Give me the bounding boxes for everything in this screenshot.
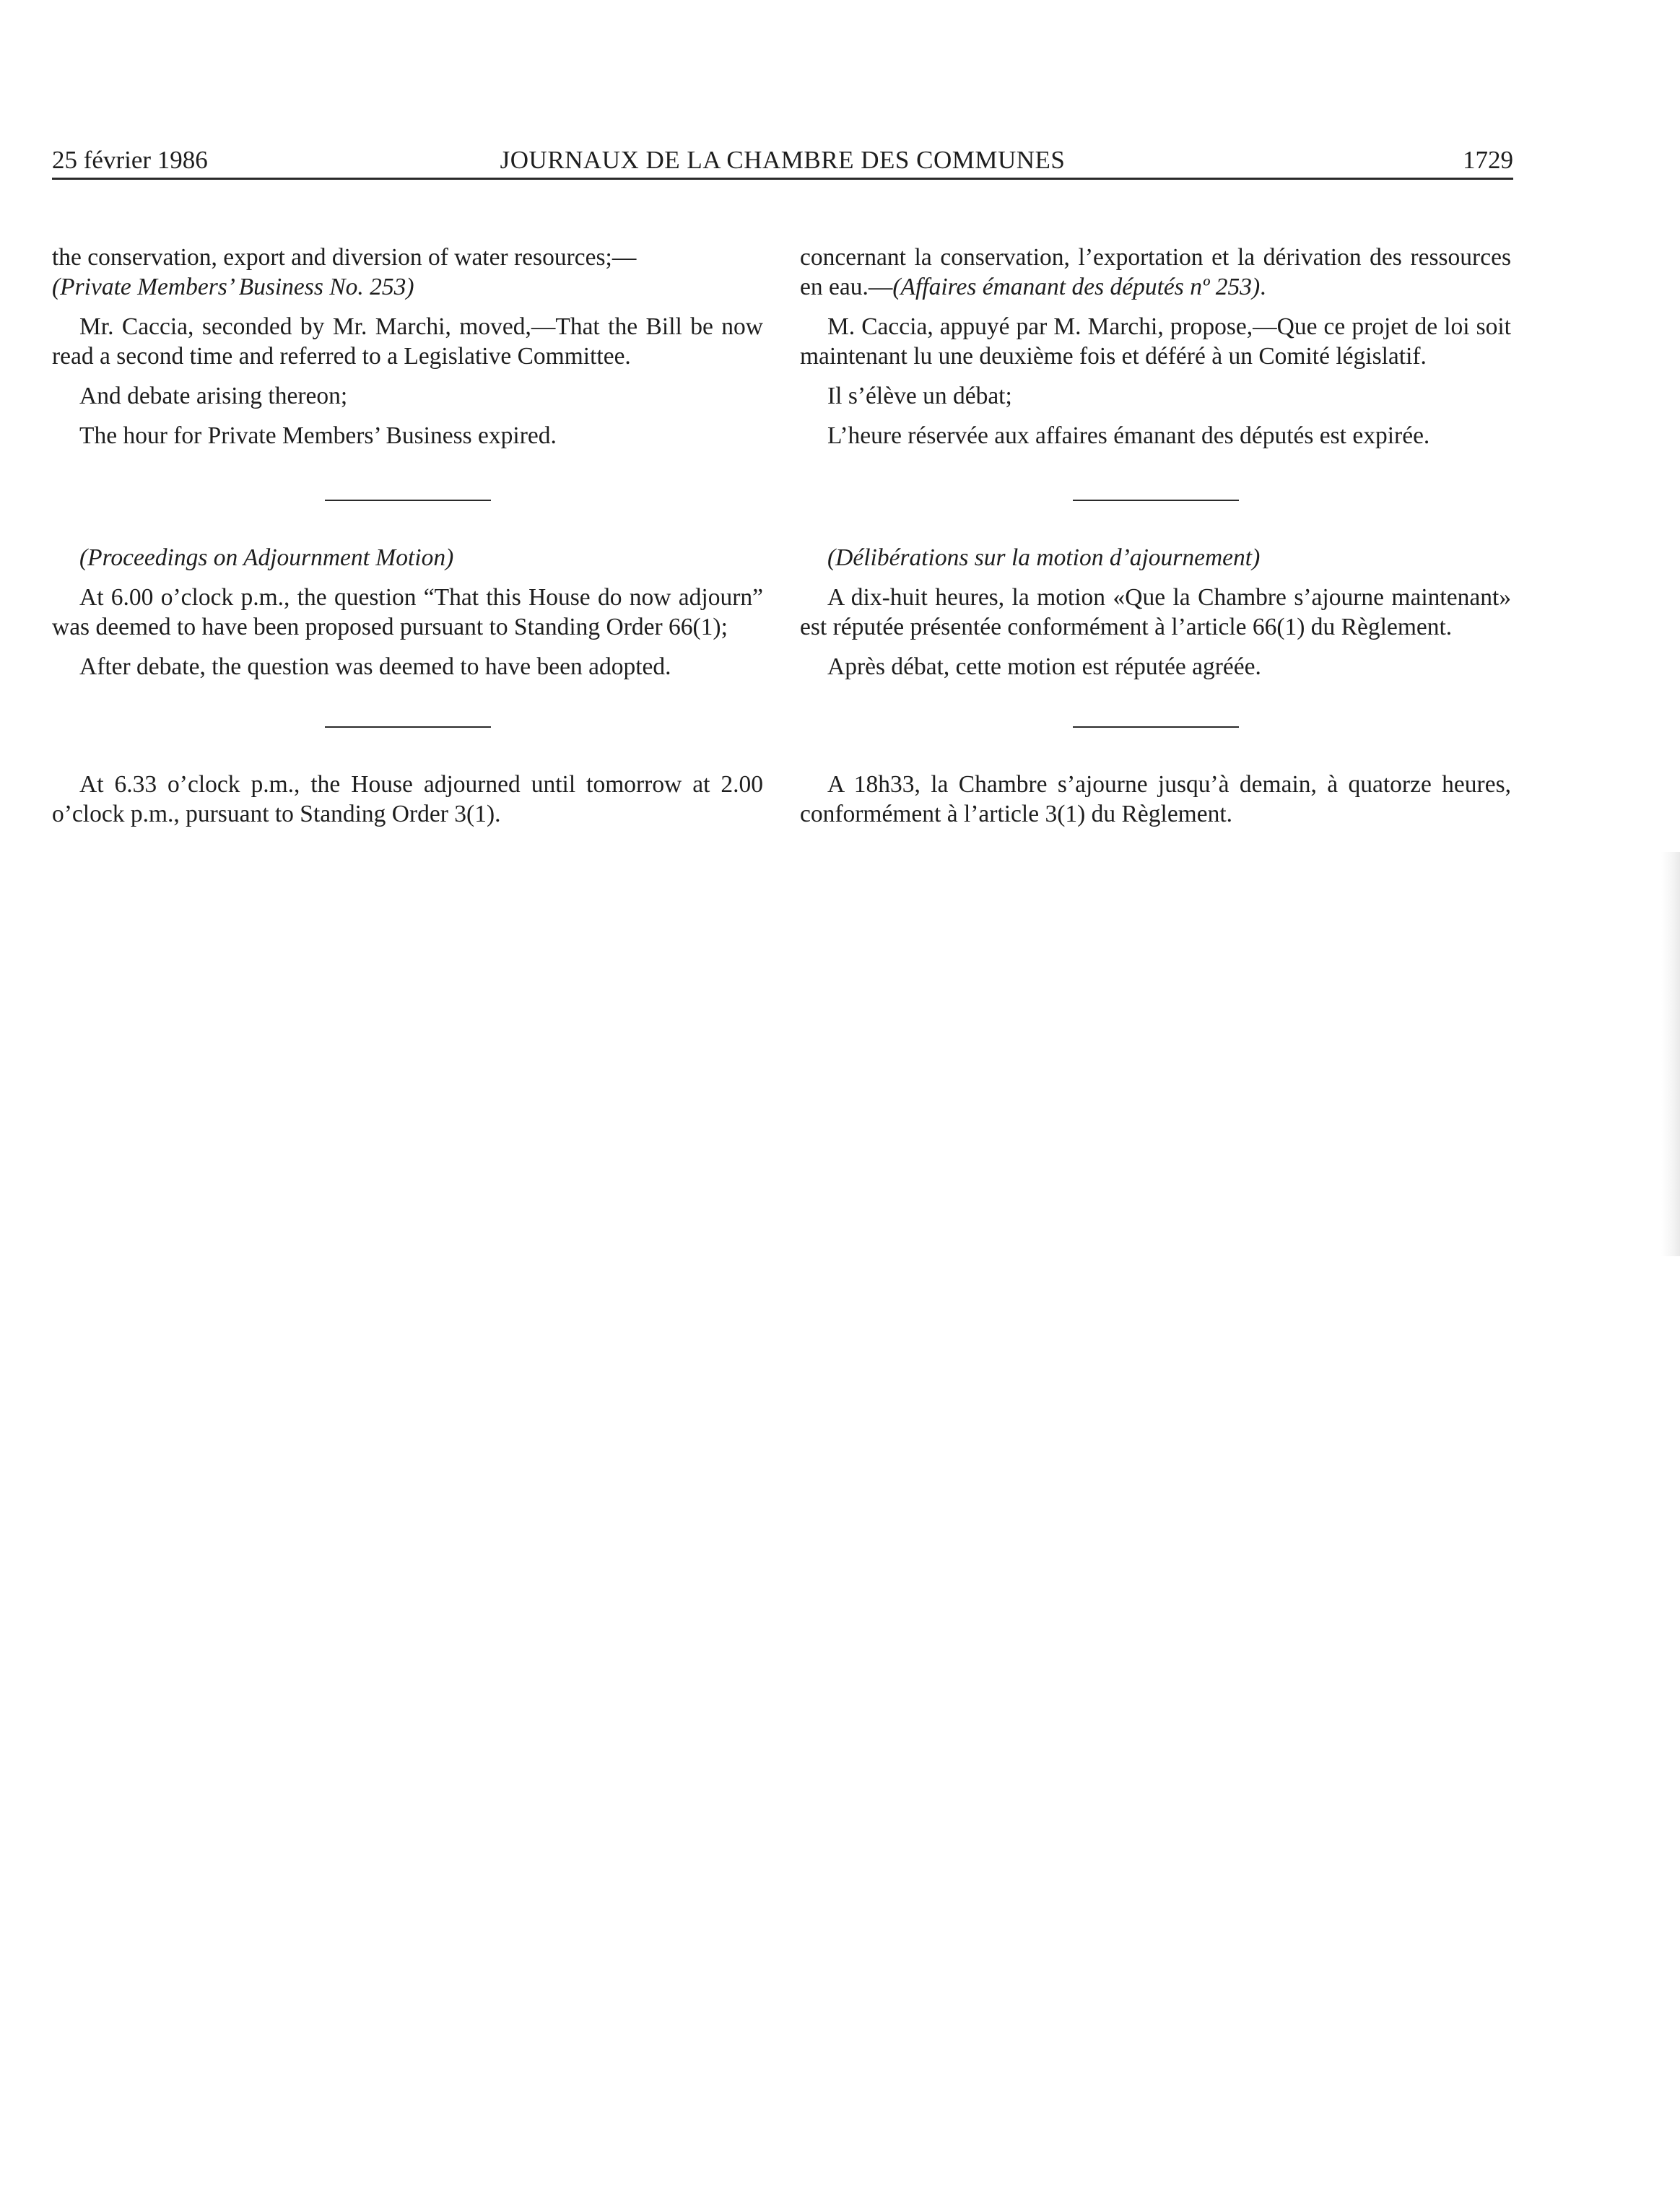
french-paragraph-1 bbox=[800, 243, 1511, 302]
english-column bbox=[52, 243, 763, 839]
french-paragraph-4: L’heure réservée aux affaires émanant des députés est expirée. bbox=[827, 422, 1430, 449]
english-paragraph-1-text: the conservation, export and diversion of water resources;— bbox=[52, 244, 637, 271]
french-paragraph-1-end: . bbox=[1260, 274, 1266, 300]
english-paragraph-7: At 6.33 o’clock p.m., the House adjourned until tomorrow at 2.00 o’clock p.m., pursuant to Standing Order 3(1). bbox=[52, 771, 763, 827]
french-column bbox=[800, 243, 1511, 839]
running-head bbox=[52, 143, 1513, 180]
french-section-heading: (Délibérations sur la motion d’ajournement) bbox=[827, 544, 1261, 571]
french-paragraph-6: Après débat, cette motion est réputée agréée. bbox=[827, 653, 1261, 680]
french-paragraph-1-text: concernant la conservation, l’exportation et la dérivation des ressources en eau.— bbox=[800, 244, 1511, 300]
french-paragraph-5: A dix-huit heures, la motion «Que la Chambre s’ajourne maintenant» est réputée présentée conformément à l’article 66(1) du Règlement. bbox=[800, 584, 1511, 640]
english-paragraph-1 bbox=[52, 243, 763, 302]
english-section-heading: (Proceedings on Adjournment Motion) bbox=[79, 544, 454, 571]
english-paragraph-4: The hour for Private Members’ Business expired. bbox=[79, 422, 557, 449]
english-paragraph-2: Mr. Caccia, seconded by Mr. Marchi, moved,—That the Bill be now read a second time and referred to a Legislative Committee. bbox=[52, 313, 763, 370]
french-paragraph-7: A 18h33, la Chambre s’ajourne jusqu’à demain, à quatorze heures, conformément à l’article 3(1) du Règlement. bbox=[800, 771, 1511, 827]
header-date: 25 février 1986 bbox=[52, 146, 208, 174]
french-paragraph-2: M. Caccia, appuyé par M. Marchi, propose,—Que ce projet de loi soit maintenant lu une deuxième fois et déféré à un Comité législatif. bbox=[800, 313, 1511, 370]
french-paragraph-1-reference: (Affaires émanant des députés nº 253) bbox=[892, 274, 1261, 300]
scan-edge-shading bbox=[1661, 852, 1680, 1256]
english-paragraph-3: And debate arising thereon; bbox=[79, 383, 348, 409]
page-number: 1729 bbox=[1463, 146, 1513, 174]
header-title: JOURNAUX DE LA CHAMBRE DES COMMUNES bbox=[500, 146, 1066, 174]
english-paragraph-6: After debate, the question was deemed to have been adopted. bbox=[79, 653, 671, 680]
english-paragraph-5: At 6.00 o’clock p.m., the question “That this House do now adjourn” was deemed to have been proposed pursuant to Standing Order 66(1); bbox=[52, 584, 763, 640]
english-paragraph-1-reference: (Private Members’ Business No. 253) bbox=[52, 274, 414, 300]
french-paragraph-3: Il s’élève un débat; bbox=[827, 383, 1012, 409]
